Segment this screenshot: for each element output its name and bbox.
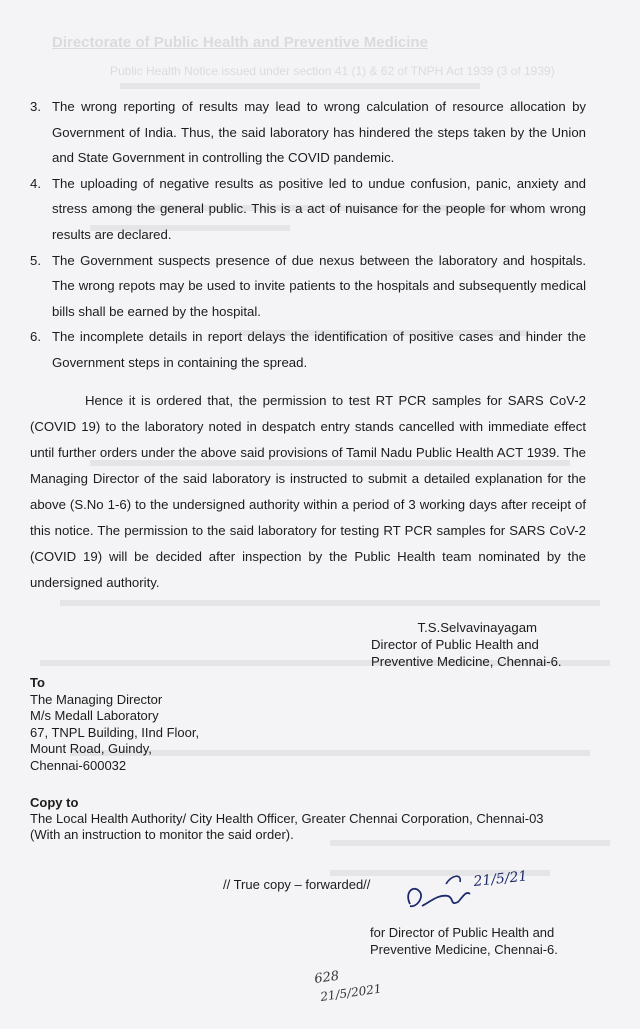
item-number: 5.	[30, 252, 41, 268]
list-item	[30, 171, 586, 248]
item-text: The uploading of negative results as positive led to undue confusion, panic, anxiety and stress among the general public. This is a act of nuisance for the people for whom wrong results are declared.	[52, 175, 586, 242]
copy-to-heading: Copy to	[30, 795, 79, 810]
forwarder-block	[370, 924, 558, 958]
true-copy-line: // True copy – forwarded//	[223, 877, 371, 892]
item-number: 6.	[30, 329, 41, 345]
item-text: The wrong reporting of results may lead to wrong calculation of resource allocation by Government of India. Thus, the said laboratory has hindered the steps taken by the Union and State Government in controlling the COVID pandemic.	[52, 99, 586, 166]
item-number: 3.	[30, 99, 41, 114]
address-line: The Managing Director	[30, 691, 163, 707]
address-line: Mount Road, Guindy,	[30, 741, 152, 756]
list-item	[30, 248, 586, 325]
copy-to-recipient: The Local Health Authority/ City Health Officer, Greater Chennai Corporation, Chennai-03	[30, 811, 544, 826]
item-text: The incomplete details in report delays the identification of positive cases and hinder the Government steps in containing the spread.	[52, 329, 586, 370]
handwritten-signature	[400, 862, 530, 922]
bleed-through-line	[120, 83, 480, 89]
initials-date: 21/5/2021	[319, 981, 383, 1004]
signature-date: 21/5/21	[472, 868, 529, 890]
bleed-through-header: Directorate of Public Health and Preventive Medicine	[52, 34, 428, 51]
item-number: 4.	[30, 175, 41, 191]
bleed-through-subheader: Public Health Notice issued under section 41 (1) & 62 of TNPH Act 1939 (3 of 1939)	[110, 64, 555, 78]
copy-to-block	[30, 795, 586, 843]
order-paragraph: Hence it is ordered that, the permission to test RT PCR samples for SARS CoV-2 (COVID 19) to the laboratory noted in despatch entry stands cancelled with immediate effect until further orders under the above said provisions of Tamil Nadu Public Health ACT 1939. The Managing Director of the said laboratory is instructed to submit a detailed explanation for the above (S.No 1-6) to the undersigned authority within a period of 3 working days after receipt of this notice. The permission to the said laboratory for testing RT PCR samples for SARS CoV-2 (COVID 19) will be decided after inspection by the Public Health team nominated by the undersigned authority.	[30, 393, 586, 590]
forwarder-line2: Preventive Medicine, Chennai-6.	[370, 942, 558, 957]
signatory-block	[371, 620, 562, 670]
item-text: The Government suspects presence of due nexus between the laboratory and hospitals. The wrong repots may be used to invite patients to the hospitals and subsequently medical bills shall be earned by the hospital.	[52, 252, 586, 319]
list-item	[30, 94, 586, 171]
signatory-title-line1: Director of Public Health and	[371, 636, 539, 652]
copy-to-instruction: (With an instruction to monitor the said order).	[30, 827, 294, 842]
handwritten-initials	[305, 965, 395, 1015]
forwarder-line1: for Director of Public Health and	[370, 925, 555, 940]
bleed-through-line	[60, 600, 600, 606]
signatory-name: T.S.Selvavinayagam	[417, 620, 538, 635]
address-line: M/s Medall Laboratory	[30, 708, 159, 723]
to-heading: To	[30, 675, 45, 690]
signatory-title-line2: Preventive Medicine, Chennai-6.	[371, 653, 562, 669]
address-line: 67, TNPL Building, IInd Floor,	[30, 724, 200, 740]
addressee-block	[30, 675, 199, 774]
initials-number: 628	[313, 968, 341, 987]
list-item	[30, 324, 586, 375]
numbered-points	[30, 94, 586, 376]
address-line: Chennai-600032	[30, 757, 127, 773]
